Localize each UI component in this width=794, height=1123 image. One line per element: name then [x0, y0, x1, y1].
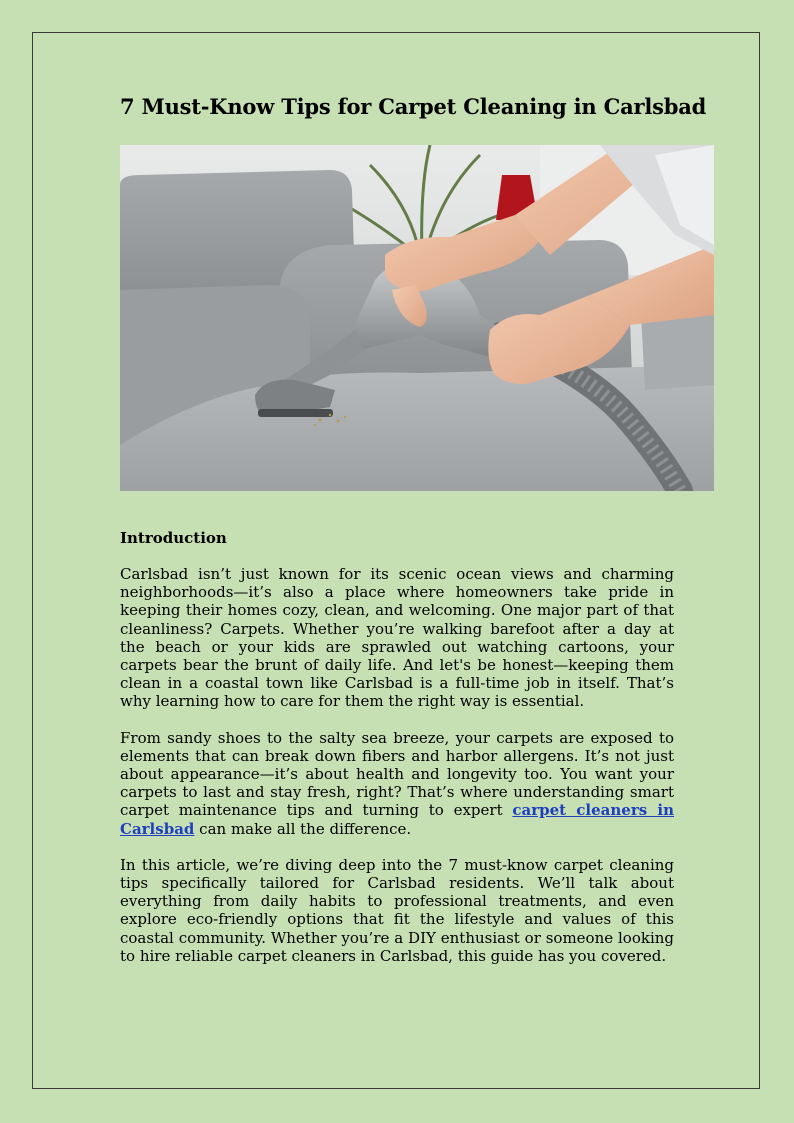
section-heading-introduction: Introduction	[120, 529, 227, 547]
intro-paragraph-3: In this article, we’re diving deep into the 7 must-know carpet cleaning tips specifically tailored for Carlsbad residents. We’ll talk about everything from daily habits to professional treatments, and even explore eco-friendly options that fit the lifestyle and values of this coastal community. Whether you’re a DIY enthusiast or someone looking to hire reliable carpet cleaners in Carlsbad, this guide has you covered.	[120, 855, 674, 965]
document-content	[120, 94, 707, 965]
carpet-cleaners-link[interactable]: carpet cleaners in Carlsbad	[120, 801, 675, 838]
intro-paragraph-2-text-before: From sandy shoes to the salty sea breeze, your carpets are exposed to elements that can break down fibers and harbor allergens. It’s not just about appearance—it’s about health and longevity too. You want your carpets to last and stay fresh, right? That’s where understanding smart carpet maintenance tips and turning to expert	[120, 728, 674, 820]
intro-paragraph-2-text-after: can make all the difference.	[194, 819, 412, 838]
intro-paragraph-2	[120, 729, 674, 838]
intro-paragraph-1: Carlsbad isn’t just known for its scenic ocean views and charming neighborhoods—it’s also a place where homeowners take pride in keeping their homes cozy, clean, and welcoming. One major part of that cleanliness? Carpets. Whether you’re walking barefoot after a day at the beach or your kids are sprawled out watching cartoons, your carpets bear the brunt of daily life. And let's be honest—keeping them clean in a coastal town like Carlsbad is a full-time job in itself. That’s why learning how to care for them the right way is essential.	[120, 565, 674, 711]
page-title: 7 Must-Know Tips for Carpet Cleaning in Carlsbad	[120, 94, 707, 119]
vacuum-cleaning-sofa-photo	[120, 145, 714, 491]
hero-image	[120, 145, 714, 491]
